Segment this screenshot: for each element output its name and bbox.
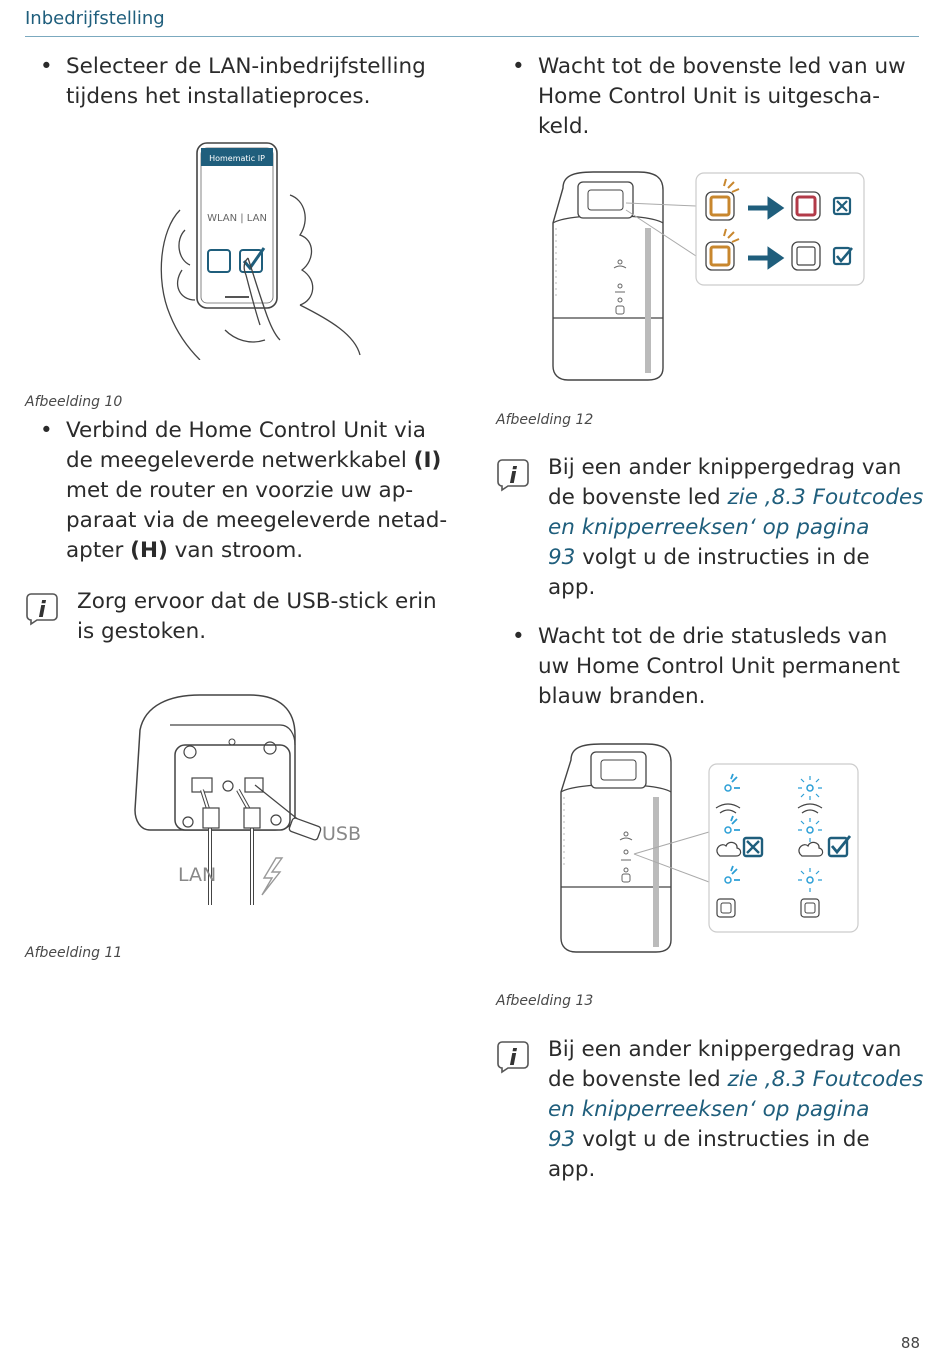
info-icon <box>25 592 59 626</box>
link-page-93[interactable]: 93 <box>548 545 576 570</box>
svg-text:i: i <box>509 464 517 489</box>
link-page-93[interactable]: 93 <box>548 1127 576 1152</box>
figure-13-status-leds-illustration <box>556 742 866 957</box>
phone-app-title: Homematic IP <box>209 154 265 163</box>
caption-figure-13: Afbeelding 13 <box>496 993 594 1009</box>
page-number: 88 <box>900 1334 920 1352</box>
caption-figure-11: Afbeelding 11 <box>25 945 123 961</box>
svg-text:i: i <box>509 1046 517 1071</box>
info-icon <box>496 458 530 492</box>
link-error-codes[interactable]: zie ‚8.3 Foutcodes <box>727 485 924 510</box>
power-icon <box>262 858 282 895</box>
figure-10-phone-illustration <box>140 140 370 360</box>
link-error-codes[interactable]: zie ‚8.3 Foutcodes <box>727 1067 924 1092</box>
caption-figure-12: Afbeelding 12 <box>496 412 594 428</box>
bullet-wait-status-leds: • Wacht tot de drie statusleds van uw Home Control Unit permanent blauw branden. <box>512 624 900 709</box>
link-error-codes-cont[interactable]: en knipperreeksen‘ op pagina <box>548 515 870 540</box>
label-usb: USB <box>322 823 362 845</box>
phone-app-label: WLAN | LAN <box>207 213 267 224</box>
info-icon <box>496 1040 530 1074</box>
caption-figure-10: Afbeelding 10 <box>25 394 123 410</box>
label-lan: LAN <box>178 864 217 886</box>
note-blink-behavior-1: Bij een ander knippergedrag van de bovenste led zie ‚8.3 Foutcodes en knipperreeksen‘ op pagina 93 volgt u de instructies in de app. <box>548 455 924 600</box>
header-divider <box>25 36 919 37</box>
note-blink-behavior-2: Bij een ander knippergedrag van de bovenste led zie ‚8.3 Foutcodes en knipperreeksen‘ op pagina 93 volgt u de instructies in de app. <box>548 1037 924 1182</box>
svg-text:i: i <box>38 598 46 623</box>
link-error-codes-cont[interactable]: en knipperreeksen‘ op pagina <box>548 1097 870 1122</box>
bullet-select-lan: • Selecteer de LAN-inbedrijfstelling tijdens het installatieproces. <box>40 54 426 109</box>
bullet-wait-top-led: • Wacht tot de bovenste led van uw Home Control Unit is uitgescha- keld. <box>512 54 906 139</box>
bullet-connect-unit: • Verbind de Home Control Unit via de meegeleverde netwerkkabel (I) met de router en voorzie uw ap- paraat via de meegeleverde netad- apter (H) van stroom. <box>40 418 448 563</box>
page-header-title: Inbedrijfstelling <box>25 8 165 29</box>
figure-11-unit-back-illustration <box>130 690 370 915</box>
note-usb-stick: Zorg ervoor dat de USB-stick erin is gestoken. <box>77 589 437 644</box>
figure-12-led-illustration <box>548 168 868 390</box>
